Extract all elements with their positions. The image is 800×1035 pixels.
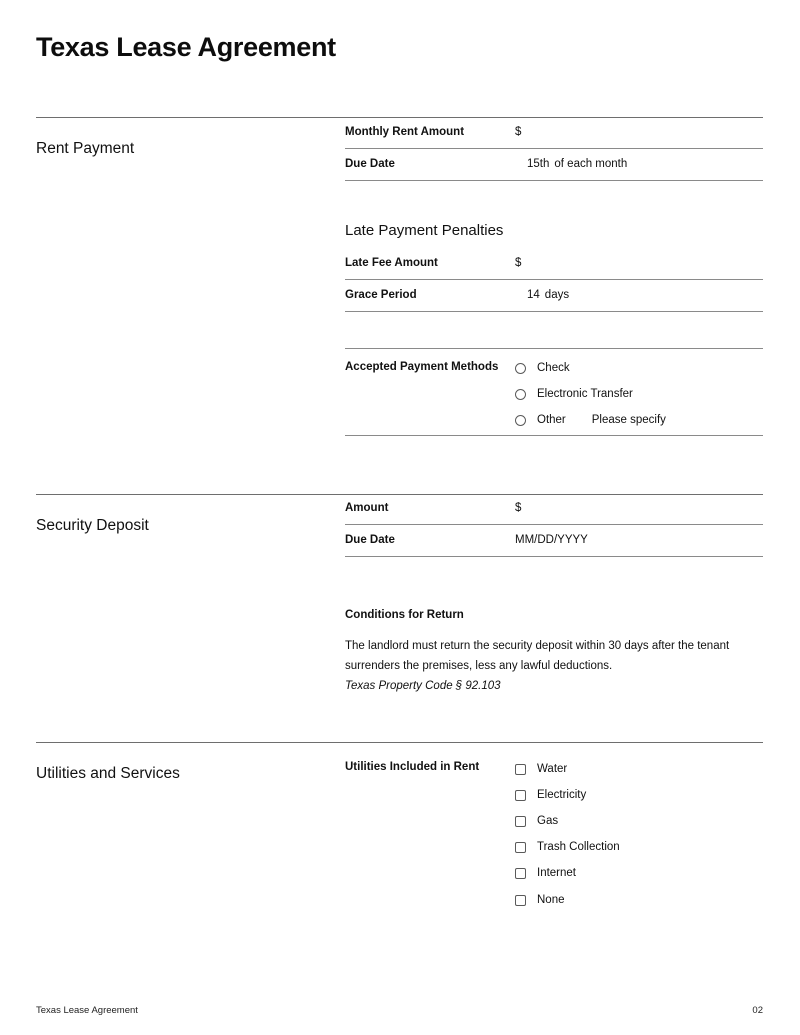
field-value[interactable] xyxy=(527,288,569,303)
group-label: Utilities Included in Rent xyxy=(345,761,480,773)
checkbox-unchecked-icon[interactable] xyxy=(515,790,526,801)
field-rent-due-date[interactable] xyxy=(345,149,763,181)
field-deposit-amount[interactable] xyxy=(345,493,763,525)
section-title-security-deposit: Security Deposit xyxy=(36,517,149,534)
section-title-utilities: Utilities and Services xyxy=(36,765,180,782)
radio-option-label: Other xyxy=(537,413,566,426)
radio-unchecked-icon[interactable] xyxy=(515,363,526,374)
radio-option-other[interactable] xyxy=(515,407,666,433)
field-late-fee-amount[interactable] xyxy=(345,248,763,280)
checkbox-unchecked-icon[interactable] xyxy=(515,895,526,906)
rent-payment-fields xyxy=(345,117,763,181)
field-label: Grace Period xyxy=(345,289,417,301)
footer-page-number: 02 xyxy=(752,1005,763,1016)
checkbox-unchecked-icon[interactable] xyxy=(515,868,526,879)
checkbox-option-trash-collection[interactable] xyxy=(515,835,620,861)
radio-unchecked-icon[interactable] xyxy=(515,389,526,400)
page-title: Texas Lease Agreement xyxy=(36,32,336,62)
checkbox-option-label: Trash Collection xyxy=(537,841,620,854)
conditions-paragraph: The landlord must return the security deposit within 30 days after the tenant surrenders the premises, less any lawful deductions. xyxy=(345,640,730,672)
checkbox-unchecked-icon[interactable] xyxy=(515,816,526,827)
field-grace-period[interactable] xyxy=(345,280,763,312)
radio-option-electronic-transfer[interactable] xyxy=(515,381,666,407)
field-label: Monthly Rent Amount xyxy=(345,126,465,138)
field-value-text: MM/DD/YYYY xyxy=(515,534,588,546)
radio-option-label: Electronic Transfer xyxy=(537,387,633,400)
radio-option-list xyxy=(515,355,666,433)
field-value[interactable] xyxy=(527,157,627,172)
field-value[interactable] xyxy=(515,533,588,548)
checkbox-option-label: Gas xyxy=(537,814,559,827)
checkbox-option-electricity[interactable] xyxy=(515,782,620,808)
subheading-late-payment-penalties: Late Payment Penalties xyxy=(345,222,504,239)
field-value-text: 15th xyxy=(527,158,550,170)
late-payment-fields xyxy=(345,248,763,312)
field-label: Due Date xyxy=(345,158,395,170)
checkbox-option-label: Water xyxy=(537,762,568,775)
block-conditions-for-return xyxy=(345,608,745,696)
field-value[interactable] xyxy=(515,501,521,516)
checkbox-option-water[interactable] xyxy=(515,756,620,782)
field-value-text: $ xyxy=(515,502,522,514)
field-value-text: $ xyxy=(515,257,522,269)
section-title-rent-payment: Rent Payment xyxy=(36,140,135,157)
field-value[interactable] xyxy=(515,256,521,271)
checkbox-option-label: None xyxy=(537,893,565,906)
footer-document-name: Texas Lease Agreement xyxy=(36,1005,138,1016)
group-label: Accepted Payment Methods xyxy=(345,361,499,373)
field-value[interactable] xyxy=(515,125,521,140)
checkbox-option-list xyxy=(515,756,620,913)
field-label: Due Date xyxy=(345,534,395,546)
field-value-unit: days xyxy=(544,289,570,301)
checkbox-option-label: Electricity xyxy=(537,788,587,801)
conditions-heading: Conditions for Return xyxy=(345,609,464,621)
field-monthly-rent-amount[interactable] xyxy=(345,117,763,149)
radio-option-check[interactable] xyxy=(515,355,666,381)
group-accepted-payment-methods xyxy=(345,348,763,436)
statute-citation: Texas Property Code § 92.103 xyxy=(345,680,501,692)
section-divider xyxy=(36,742,763,743)
field-value-unit: of each month xyxy=(554,158,628,170)
checkbox-option-label: Internet xyxy=(537,867,576,880)
field-value-text: $ xyxy=(515,126,522,138)
field-label: Amount xyxy=(345,502,389,514)
checkbox-option-none[interactable] xyxy=(515,887,620,913)
checkbox-unchecked-icon[interactable] xyxy=(515,842,526,853)
checkbox-option-internet[interactable] xyxy=(515,861,620,887)
field-deposit-due-date[interactable] xyxy=(345,525,763,557)
checkbox-option-gas[interactable] xyxy=(515,808,620,834)
field-label: Late Fee Amount xyxy=(345,257,438,269)
checkbox-unchecked-icon[interactable] xyxy=(515,764,526,775)
radio-option-label: Check xyxy=(537,361,570,374)
field-value-text: 14 xyxy=(527,289,540,301)
other-specify-input[interactable]: Please specify xyxy=(591,413,666,426)
radio-unchecked-icon[interactable] xyxy=(515,415,526,426)
security-deposit-fields xyxy=(345,493,763,557)
